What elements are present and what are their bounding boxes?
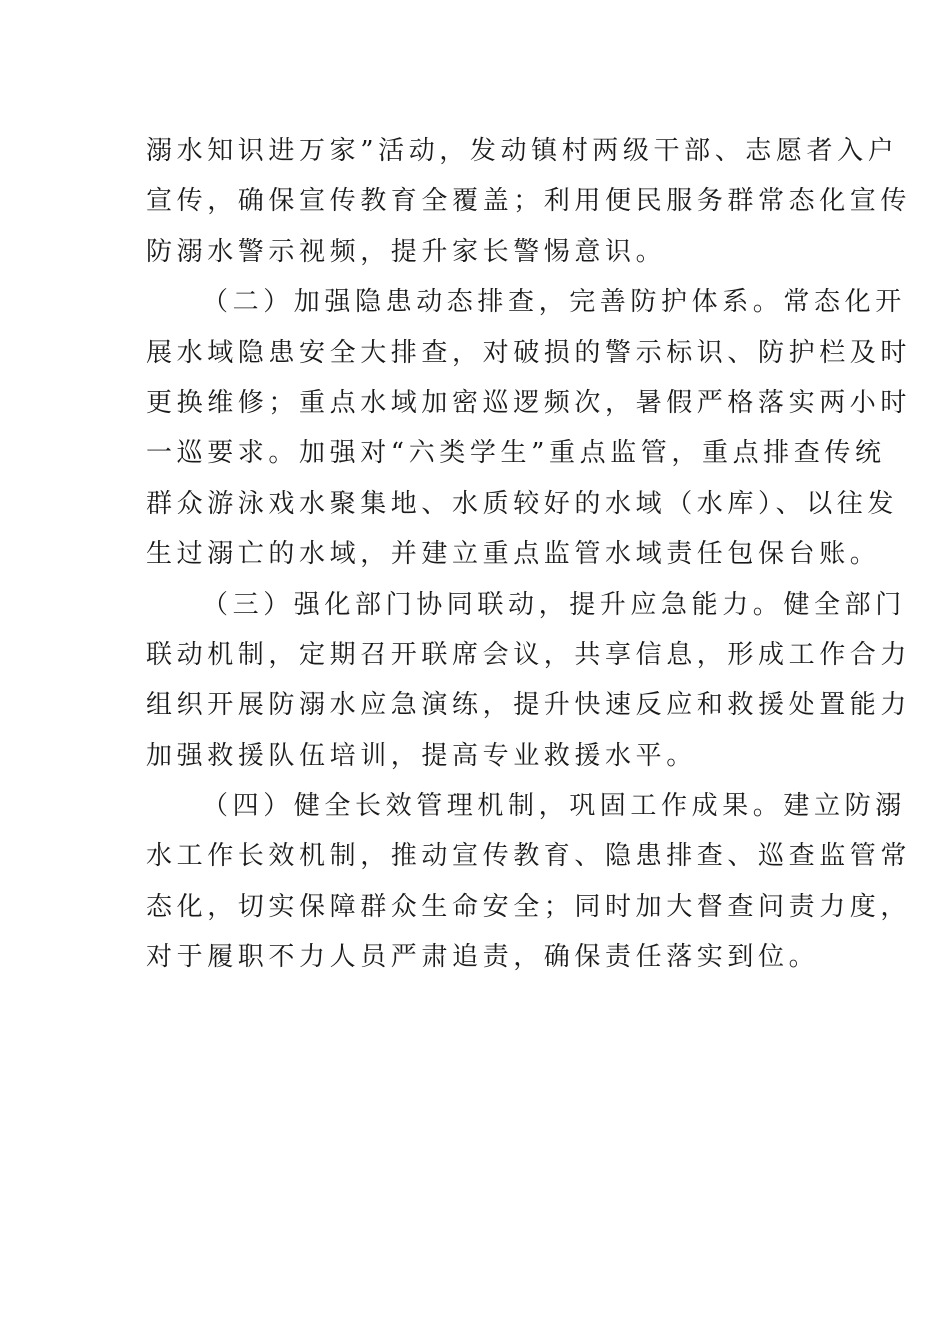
paragraph-1-line-1: 溺水知识进万家”活动，发动镇村两级干部、志愿者入户 [146,136,899,166]
paragraph-2-line-3: 更换维修；重点水域加密巡逻频次，暑假严格落实两小时 [146,387,912,418]
paragraph-1-line-2: 宣传，确保宣传教育全覆盖；利用便民服务群常态化宣传 [146,186,912,217]
paragraph-4-line-3: 态化，切实保障群众生命安全；同时加大督查问责力度， [146,891,912,922]
paragraph-2-line-5: 群众游泳戏水聚集地、水质较好的水域（水库）、以往发 [146,488,899,519]
paragraph-4-line-1: （四）健全长效管理机制，巩固工作成果。建立防溺 [202,791,906,822]
paragraph-3-line-4: 加强救援队伍培训，提高专业救援水平。 [146,740,697,771]
paragraph-1-line-3: 防溺水警示视频，提升家长警惕意识。 [146,236,667,267]
document-body [146,126,912,983]
paragraph-3-line-2: 联动机制，定期召开联席会议，共享信息，形成工作合力 [146,639,912,670]
paragraph-4-line-2: 水工作长效机制，推动宣传教育、隐患排查、巡查监管常 [146,841,912,872]
paragraph-3-line-3: 组织开展防溺水应急演练，提升快速反应和救援处置能力 [146,690,912,721]
paragraph-2-line-4: 一巡要求。加强对“六类学生”重点监管，重点排查传统 [146,438,886,469]
paragraph-2-line-6: 生过溺亡的水域，并建立重点监管水域责任包保台账。 [146,539,881,570]
paragraph-4-line-4: 对于履职不力人员严肃追责，确保责任落实到位。 [146,942,820,973]
paragraph-2-line-2: 展水域隐患安全大排查，对破损的警示标识、防护栏及时 [146,337,912,368]
paragraph-2-line-1: （二）加强隐患动态排查，完善防护体系。常态化开 [202,287,906,318]
paragraph-3-line-1: （三）强化部门协同联动，提升应急能力。健全部门 [202,589,906,620]
